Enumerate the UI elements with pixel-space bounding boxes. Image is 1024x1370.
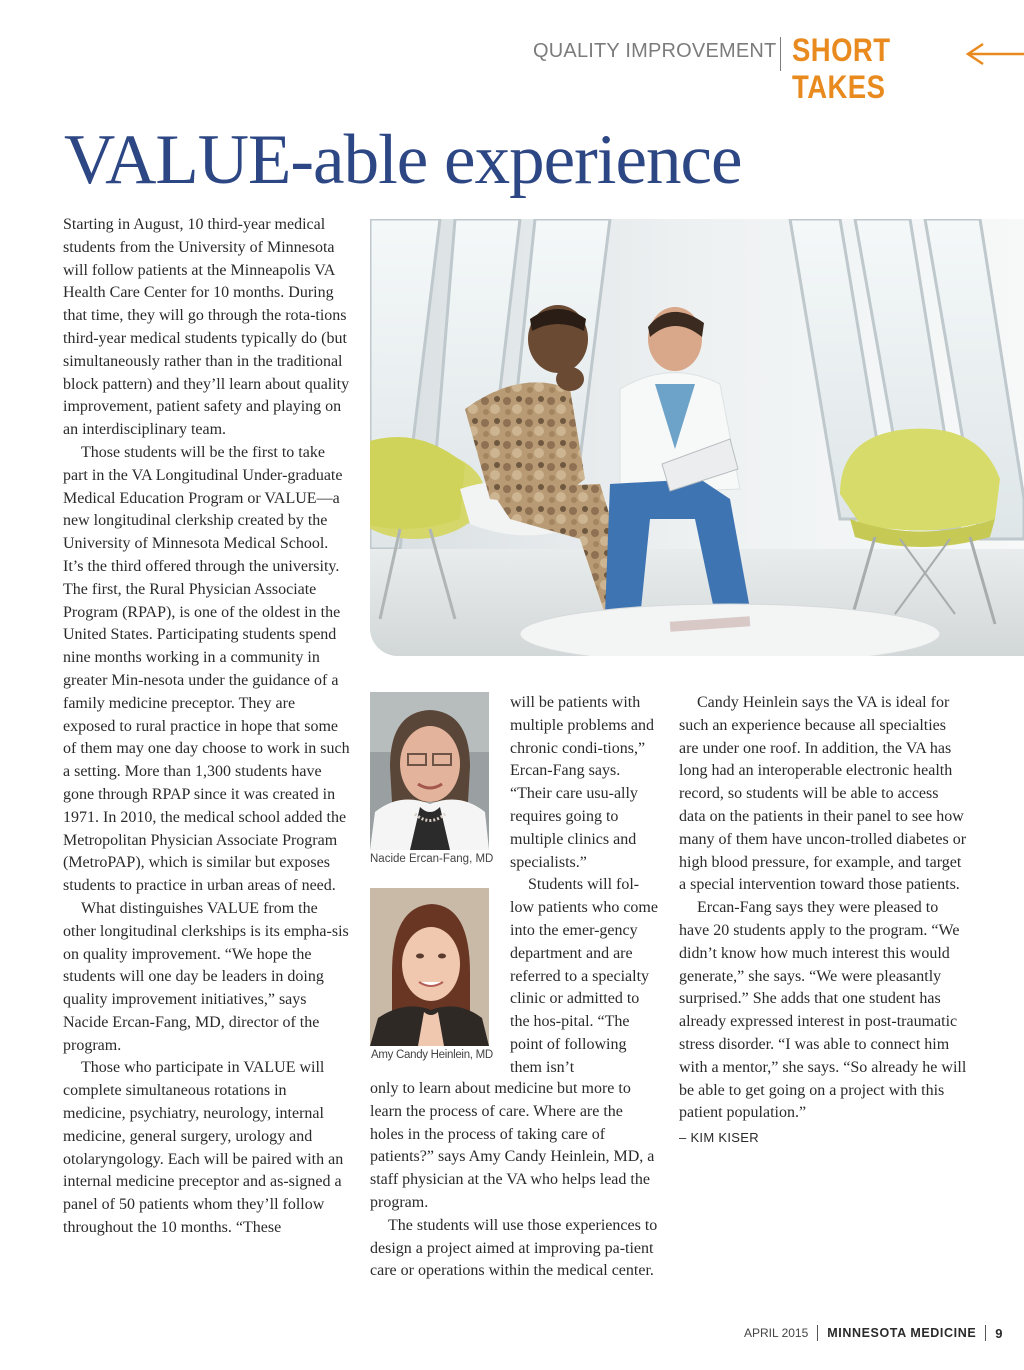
page-footer	[744, 1325, 1003, 1341]
section-label: QUALITY IMPROVEMENT	[533, 40, 777, 62]
photo-veteran-and-doctor	[370, 219, 1024, 656]
article-column-1	[63, 214, 351, 1240]
article-column-3	[679, 692, 969, 1150]
main-photo	[370, 219, 1024, 656]
paragraph: The students will use those experiences to design a project aimed at improving pa-tient care or operations within the medical center.	[370, 1216, 658, 1280]
article-column-2-narrow	[510, 692, 658, 1080]
department-label: SHORT TAKES	[792, 32, 891, 105]
paragraph: Candy Heinlein says the VA is ideal for such an experience because all specialties are under one roof. In addition, the VA has long had an interoperable electronic health record, so students will be able to access data on the patients in their panel to see how many of them have uncon-trolled diabetes or high blood pressure, for example, and target a special intervention toward those patients.	[679, 694, 967, 894]
paragraph: only to learn about medicine but more to learn the process of care. Where are the holes in the process of taking care of patients?” says Amy Candy Heinlein, MD, a staff physician at the VA who helps lead the program.	[370, 1080, 655, 1211]
photo-nacide-ercan-fang	[370, 692, 489, 850]
article-column-2-wide	[370, 1078, 660, 1283]
paragraph: Those students will be the first to take part in the VA Longitudinal Under-graduate Medical Education Program or VALUE—a new longitudinal clerkship created by the University of Minnesota Medical School. It’s the third offered through the university. The first, the Rural Physician Associate Program (RPAP), is one of the oldest in the United States. Participating students spend nine months working in a community in greater Min-nesota under the guidance of a family medicine preceptor. They are exposed to rural practice in hope that some of them may one day choose to work in such a setting. More than 1,300 students have gone through RPAP since it was created in 1971. In 2010, the medical school added the Metropolitan Physician Associate Program (MetroPAP), which is similar but exposes students to practice in urban areas of need.	[63, 443, 350, 895]
paragraph: will be patients with multiple problems and chronic condi-tions,” Ercan-Fang says. “Their care usu-ally requires going to multiple clinics and specialists.”	[510, 694, 654, 871]
byline: – KIM KISER	[679, 1130, 759, 1146]
header-divider	[780, 37, 781, 71]
paragraph: Those who participate in VALUE will complete simultaneous rotations in medicine, psychiatry, neurology, internal medicine, general surgery, urology and otolaryngology. Each will be paired with an internal medicine preceptor and as-signed a panel of 50 patients whom they’ll follow throughout the 10 months. “These	[63, 1059, 344, 1237]
left-arrow-icon	[963, 42, 1024, 66]
paragraph: Starting in August, 10 third-year medical students from the University of Minnesota will follow patients at the Minneapolis VA Health Care Center for 10 months. During that time, they will go through the rota-tions third-year medical students typically do (but simultaneously rather than in the traditional block pattern) and they’ll learn about quality improvement, patient safety and playing on an interdisciplinary team.	[63, 216, 350, 439]
footer-divider	[817, 1325, 818, 1341]
paragraph: What distinguishes VALUE from the other longitudinal clerkships is its empha-sis on quality improvement. “We hope the students will one day be leaders in doing quality improvement initiatives,” says Nacide Ercan-Fang, MD, director of the program.	[63, 899, 349, 1054]
article-title: VALUE-able experience	[64, 121, 742, 199]
photo-caption: Amy Candy Heinlein, MD	[371, 1049, 493, 1061]
magazine-name: MINNESOTA MEDICINE	[827, 1326, 977, 1340]
paragraph: Ercan-Fang says they were pleased to have 20 students apply to the program. “We didn’t know how much interest this would generate,” she says. “We were pleasantly surprised.” She adds that one student has already expressed interest in post-traumatic stress disorder. “I was able to connect him with a mentor,” she says. “So already he will be able to get going on a project with this patient population.”	[679, 899, 967, 1122]
paragraph: Students will fol-low patients who come into the emer-gency department and are referred to a specialty clinic or admitted to the hos-pital. “The point of following them isn’t	[510, 876, 658, 1076]
page-number: 9	[995, 1325, 1003, 1341]
photo-amy-candy-heinlein	[370, 888, 489, 1046]
footer-divider	[985, 1325, 986, 1341]
photo-caption: Nacide Ercan-Fang, MD	[370, 853, 494, 865]
issue-date: APRIL 2015	[744, 1326, 809, 1340]
